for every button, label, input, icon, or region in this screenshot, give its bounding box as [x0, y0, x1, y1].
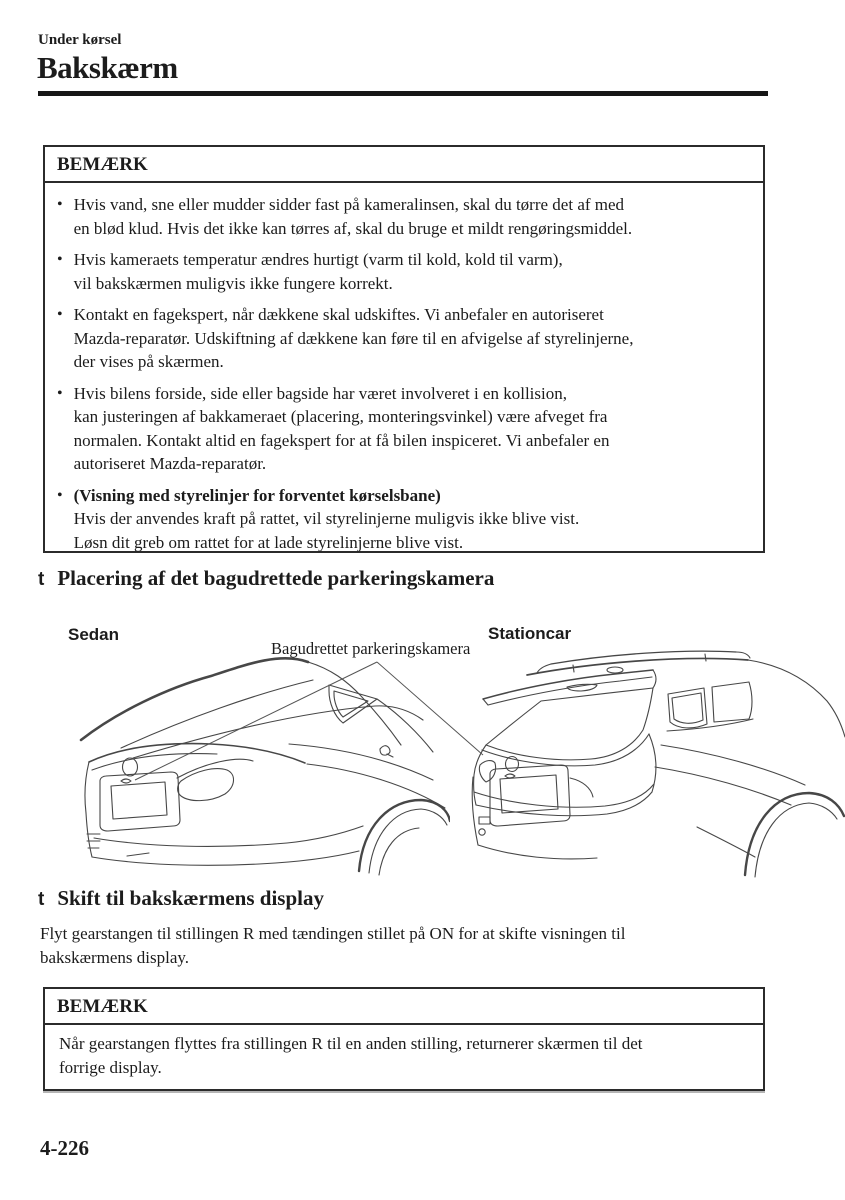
stationcar-label: Stationcar: [488, 624, 572, 643]
bullet-text: [74, 193, 633, 240]
note-box-1-bullet-list: [45, 183, 763, 562]
body-paragraph: [40, 922, 625, 970]
text-line: Hvis vand, sne eller mudder sidder fast på kameralinsen, skal du tørre det af med: [73, 195, 625, 214]
note-box-1: [43, 145, 765, 553]
bullet-text: [74, 303, 634, 374]
text-line: bakskærmens display.: [40, 948, 190, 967]
text-line: autoriseret Mazda-reparatør.: [73, 454, 267, 473]
text-line: Hvis bilens forside, side eller bagside har været involveret i en kollision,: [73, 383, 567, 403]
bullet-icon: •: [57, 251, 63, 268]
note-bullet-item: [57, 484, 753, 555]
text-line: der vises på skærmen.: [73, 352, 224, 371]
sedan-illustration: [75, 650, 450, 876]
section-heading-display-label: Skift til bakskærmens display: [57, 886, 324, 910]
section-heading-camera-placement: [38, 566, 494, 591]
text-line: Mazda-reparatør. Udskiftning af dækkene kan føre til en afvigelse af styrelinjerne,: [73, 328, 634, 348]
section-marker-icon: t: [38, 889, 45, 910]
page-number: 4-226: [40, 1136, 89, 1160]
text-line-bold: (Visning med styrelinjer for forventet kørselsbane): [73, 485, 441, 505]
section-heading-display-switch: [38, 886, 324, 911]
text-line: en blød klud. Hvis det ikke kan tørres af, skal du bruge et mildt rengøringsmiddel.: [73, 218, 633, 238]
section-heading-camera-label: Placering af det bagudrettede parkeringskamera: [57, 566, 495, 590]
sedan-label: Sedan: [68, 625, 120, 644]
text-line: Hvis kameraets temperatur ændres hurtigt (varm til kold, kold til varm),: [73, 250, 563, 269]
bullet-icon: •: [57, 486, 63, 504]
text-line: Kontakt en fagekspert, når dækkene skal udskiftes. Vi anbefaler en autoriseret: [73, 305, 604, 324]
note-bullet-item: [57, 193, 753, 240]
page-title: Bakskærm: [37, 50, 178, 85]
text-line: normalen. Kontakt altid en fagekspert for at få bilen inspiceret. Vi anbefaler en: [73, 430, 610, 450]
bullet-text: [74, 382, 610, 476]
bullet-text: [74, 484, 580, 555]
note-box-2: [43, 987, 765, 1091]
note-box-2-header: BEMÆRK: [45, 989, 763, 1025]
running-head: Under kørsel: [38, 32, 122, 48]
note-box-2-text: [45, 1025, 763, 1088]
note-box-1-header: BEMÆRK: [45, 147, 763, 183]
camera-callout-label: Bagudrettet parkeringskamera: [271, 639, 471, 658]
text-line: Hvis der anvendes kraft på rattet, vil styrelinjerne muligvis ikke blive vist.: [73, 509, 580, 528]
note-bullet-item: [57, 248, 753, 295]
title-rule: [38, 91, 768, 96]
bullet-icon: •: [57, 306, 63, 323]
bullet-text: [74, 248, 563, 295]
text-line: Løsn dit greb om rattet for at lade styrelinjerne blive vist.: [73, 532, 464, 552]
text-line: vil bakskærmen muligvis ikke fungere korrekt.: [73, 273, 393, 293]
stationcar-illustration: [455, 645, 845, 879]
section-marker-icon: t: [38, 569, 45, 590]
note-bullet-item: [57, 303, 753, 374]
text-line: Når gearstangen flyttes fra stillingen R til en anden stilling, returnerer skærmen til det: [59, 1034, 643, 1053]
text-line: kan justeringen af bakkameraet (placering, monteringsvinkel) være afveget fra: [73, 407, 608, 426]
bullet-icon: •: [57, 196, 63, 213]
note-bullet-item: [57, 382, 753, 476]
camera-location-figure: [0, 618, 845, 880]
text-line: Flyt gearstangen til stillingen R med tændingen stillet på ON for at skifte visningen til: [40, 924, 626, 943]
text-line: forrige display.: [59, 1058, 162, 1077]
bullet-icon: •: [57, 384, 63, 402]
